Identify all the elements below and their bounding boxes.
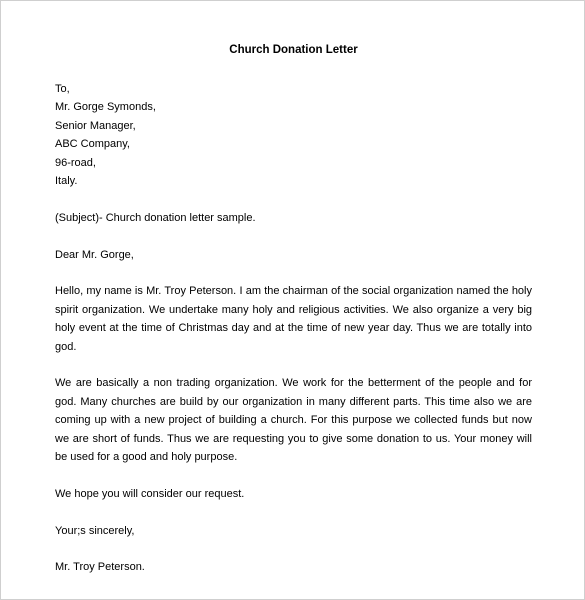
salutation: Dear Mr. Gorge, (55, 248, 134, 261)
address-line-name: Mr. Gorge Symonds, (55, 101, 156, 114)
subject-line: (Subject)- Church donation letter sample. (55, 211, 256, 224)
body-paragraph-3: We hope you will consider our request. (55, 487, 245, 500)
signature-name: Mr. Troy Peterson. (55, 561, 145, 574)
recipient-address (55, 80, 532, 190)
body-paragraph-1: Hello, my name is Mr. Troy Peterson. I am the chairman of the social organization named the holy spirit organization. We undertake many holy and religious activities. We also organize a very big holy event at the time of Christmas day and at the time of new year day. Thus we are totally into god. (55, 285, 532, 353)
closing-line: Your;s sincerely, (55, 524, 135, 537)
address-line-street: 96-road, (55, 156, 96, 169)
address-line-title: Senior Manager, (55, 119, 136, 132)
address-line-country: Italy. (55, 175, 78, 188)
address-line-company: ABC Company, (55, 138, 130, 151)
letter-body (55, 80, 532, 577)
body-paragraph-2: We are basically a non trading organization. We work for the betterment of the people and for god. Many churches are build by our organization in many different parts. This time also we are coming up with a new project of building a church. For this purpose we collected funds but now we are short of funds. Thus we are requesting you to give some donation to us. Your money will be used for a good and holy purpose. (55, 377, 532, 464)
address-line-to: To, (55, 83, 70, 95)
letter-title: Church Donation Letter (229, 44, 358, 56)
